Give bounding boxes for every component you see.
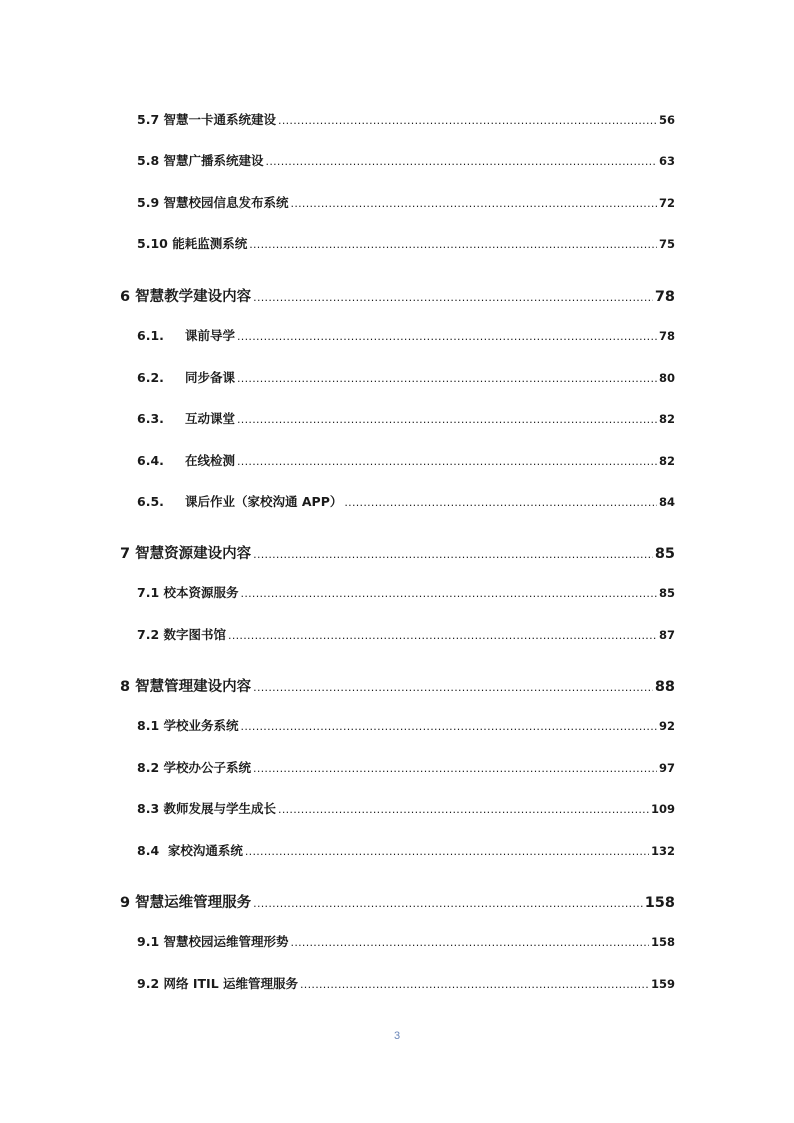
toc-number: 7 (120, 546, 131, 562)
toc-entry-6-4[interactable] (137, 451, 675, 469)
toc-title: 智慧管理建设内容 (135, 679, 252, 695)
toc-number: 6.1. (137, 328, 164, 343)
toc-title: 在线检测 (185, 453, 236, 468)
leader-dots (278, 114, 657, 127)
toc-number: 5.10 (137, 236, 168, 251)
toc-number: 7.2 (137, 627, 160, 642)
toc-number: 6.5. (137, 494, 164, 509)
leader-dots (291, 936, 649, 949)
toc-entry-6[interactable] (120, 285, 675, 306)
leader-dots (241, 587, 657, 600)
toc-page: 80 (658, 371, 675, 385)
toc-title: 校本资源服务 (163, 585, 239, 600)
toc-title: 智慧广播系统建设 (163, 153, 264, 168)
page-number: 3 (393, 1030, 401, 1042)
toc-entry-8-3[interactable] (137, 799, 675, 817)
toc-title: 智慧资源建设内容 (135, 546, 252, 562)
toc-entry-5-7[interactable] (137, 110, 675, 128)
leader-dots (253, 681, 653, 694)
leader-dots (237, 455, 657, 468)
toc-entry-9-2[interactable] (137, 974, 675, 992)
leader-dots (253, 291, 653, 304)
toc-page: 56 (658, 113, 675, 127)
toc-page: 109 (650, 802, 675, 816)
toc-number: 5.8 (137, 153, 160, 168)
toc-page: 92 (658, 719, 675, 733)
toc-title: 数字图书馆 (163, 627, 227, 642)
toc-page: 85 (658, 586, 675, 600)
toc-number: 7.1 (137, 585, 160, 600)
leader-dots (237, 413, 657, 426)
toc-page: 82 (658, 454, 675, 468)
toc-entry-6-2[interactable] (137, 368, 675, 386)
leader-dots (278, 803, 649, 816)
toc-number: 9.2 (137, 976, 160, 991)
toc-title: 智慧运维管理服务 (135, 895, 252, 911)
toc-number: 6.4. (137, 453, 164, 468)
toc-entry-7[interactable] (120, 542, 675, 563)
toc-title: 智慧一卡通系统建设 (163, 112, 277, 127)
leader-dots (228, 629, 657, 642)
toc-entry-8-4[interactable] (137, 841, 675, 859)
toc-entry-6-3[interactable] (137, 409, 675, 427)
toc-number: 6.2. (137, 370, 164, 385)
toc-title: 能耗监测系统 (172, 236, 248, 251)
toc-title: 家校沟通系统 (163, 843, 243, 858)
leader-dots (245, 845, 649, 858)
toc-page: 82 (658, 412, 675, 426)
toc-entry-7-1[interactable] (137, 583, 675, 601)
toc-entry-9-1[interactable] (137, 932, 675, 950)
leader-dots (249, 238, 657, 251)
toc-page: 72 (658, 196, 675, 210)
toc-number: 8.4 (137, 843, 160, 858)
toc-entry-6-5[interactable] (137, 492, 675, 510)
toc-entry-7-2[interactable] (137, 625, 675, 643)
leader-dots (253, 897, 643, 910)
leader-dots (253, 548, 653, 561)
toc-title: 网络 ITIL 运维管理服务 (163, 976, 299, 991)
toc-page: 132 (650, 844, 675, 858)
toc-number: 5.9 (137, 195, 160, 210)
toc-entry-9[interactable] (120, 891, 675, 912)
toc-page: 85 (654, 546, 675, 562)
toc-title: 智慧校园运维管理形势 (163, 934, 289, 949)
leader-dots (237, 372, 657, 385)
toc-page: 78 (654, 289, 675, 305)
leader-dots (266, 155, 657, 168)
toc-number: 9 (120, 895, 131, 911)
toc-entry-8-2[interactable] (137, 758, 675, 776)
leader-dots (241, 720, 657, 733)
leader-dots (237, 330, 657, 343)
toc-entry-5-9[interactable] (137, 193, 675, 211)
toc-entry-5-8[interactable] (137, 151, 675, 169)
toc-title: 智慧教学建设内容 (135, 289, 252, 305)
toc-entry-5-10[interactable] (137, 234, 675, 252)
toc-page: 75 (658, 237, 675, 251)
leader-dots (253, 762, 657, 775)
leader-dots (291, 197, 657, 210)
toc-number: 8 (120, 679, 131, 695)
toc-number: 8.1 (137, 718, 160, 733)
toc-page: 158 (644, 895, 675, 911)
toc-number: 5.7 (137, 112, 160, 127)
toc-entry-8-1[interactable] (137, 716, 675, 734)
leader-dots (344, 496, 657, 509)
toc-page: 63 (658, 154, 675, 168)
toc-title: 课后作业（家校沟通 APP） (185, 494, 343, 509)
toc-number: 8.3 (137, 801, 160, 816)
toc-page: 88 (654, 679, 675, 695)
toc-page: 78 (658, 329, 675, 343)
toc-title: 学校业务系统 (163, 718, 239, 733)
toc-page: 97 (658, 761, 675, 775)
toc-page: 87 (658, 628, 675, 642)
toc-number: 6.3. (137, 411, 164, 426)
toc-number: 6 (120, 289, 131, 305)
toc-number: 9.1 (137, 934, 160, 949)
toc-title: 互动课堂 (185, 411, 236, 426)
toc-title: 课前导学 (185, 328, 236, 343)
toc-title: 同步备课 (185, 370, 236, 385)
toc-title: 智慧校园信息发布系统 (163, 195, 289, 210)
toc-entry-6-1[interactable] (137, 326, 675, 344)
toc-title: 学校办公子系统 (163, 760, 252, 775)
toc-page: 158 (650, 935, 675, 949)
leader-dots (300, 978, 649, 991)
toc-page: 84 (658, 495, 675, 509)
toc-page: 159 (650, 977, 675, 991)
toc-entry-8[interactable] (120, 675, 675, 696)
toc-number: 8.2 (137, 760, 160, 775)
toc-title: 教师发展与学生成长 (163, 801, 277, 816)
